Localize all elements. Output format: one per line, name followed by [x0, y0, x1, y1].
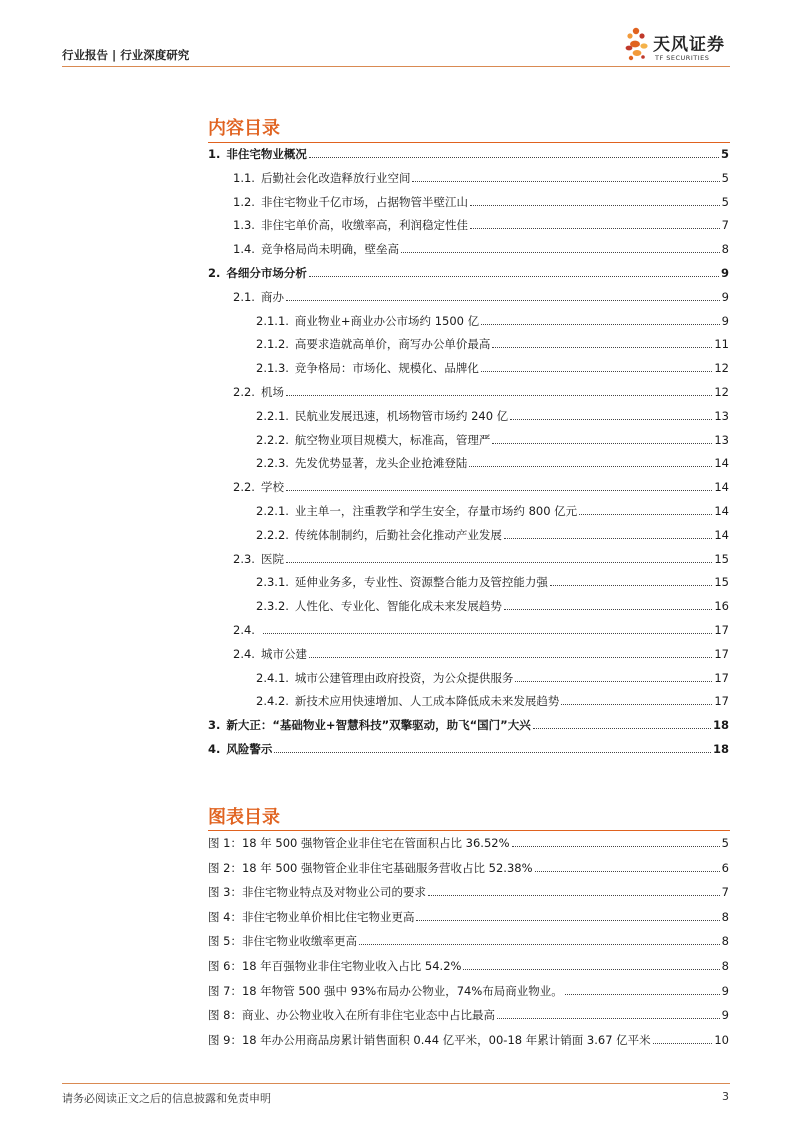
toc-entry-page: 18 [712, 742, 729, 756]
toc-entry-page: 5 [721, 194, 729, 209]
figure-entry[interactable] [208, 933, 729, 949]
figure-entry[interactable] [208, 1007, 729, 1023]
toc-entry[interactable] [233, 551, 729, 567]
toc-dot-leader [309, 157, 719, 158]
toc-entry-number: 1. [208, 147, 221, 161]
toc-dot-leader [309, 657, 712, 658]
toc-entry[interactable] [233, 384, 729, 400]
toc-dot-leader [274, 752, 711, 753]
toc-entry-number: 2.1.1. [256, 313, 289, 328]
toc-entry-number: 1.4. [233, 242, 255, 257]
figure-entry-title: 图 9：18 年办公用商品房累计销售面积 0.44 亿平米，00-18 年累计销面 3.67 亿平米 [208, 1032, 651, 1047]
figure-dot-leader [565, 994, 720, 995]
toc-entry-number: 2.3.1. [256, 575, 289, 590]
toc-entry-title: 传统体制制约，后勤社会化推动产业发展 [294, 527, 502, 542]
toc-entry-number: 2.2.2. [256, 527, 289, 542]
toc-dot-leader [286, 300, 720, 301]
toc-entry-number: 2.1. [233, 289, 255, 304]
toc-dot-leader [481, 324, 720, 325]
toc-dot-leader [492, 443, 712, 444]
toc-dot-leader [401, 252, 720, 253]
toc-entry[interactable] [256, 598, 729, 614]
figure-entry[interactable] [208, 1032, 729, 1048]
toc-entry-title: 各细分市场分析 [226, 266, 307, 280]
figure-entry[interactable] [208, 958, 729, 974]
toc-entry-number: 2.2.3. [256, 456, 289, 471]
toc-dot-leader [469, 466, 712, 467]
toc-entry-title: 航空物业项目规模大，标准高，管理严 [294, 432, 491, 447]
figure-entry-page: 10 [714, 1032, 729, 1047]
company-logo [622, 24, 734, 68]
toc-entry-number: 2.4. [233, 646, 255, 661]
figure-entry[interactable] [208, 884, 729, 900]
figure-entry[interactable] [208, 860, 729, 876]
toc-dot-leader [515, 681, 712, 682]
toc-entry-title: 后勤社会化改造释放行业空间 [260, 170, 411, 185]
logo-chinese-name: 天风证券 [653, 35, 725, 55]
toc-dot-leader [550, 585, 712, 586]
toc-entry[interactable] [233, 170, 729, 186]
toc-entry-number: 2.4.2. [256, 694, 289, 709]
logo-english-name: TF SECURITIES [655, 54, 710, 62]
toc-entry[interactable] [233, 289, 729, 305]
toc-entry-page: 12 [714, 385, 729, 399]
toc-entry[interactable] [233, 646, 729, 662]
toc-dot-leader [504, 538, 712, 539]
toc-entry-title: 医院 [260, 551, 284, 566]
toc-entry-page: 9 [720, 266, 729, 280]
figures-title-rule [208, 830, 730, 831]
toc-entry-title: 竞争格局尚未明确，壁垒高 [260, 242, 399, 257]
toc-entry-number: 4. [208, 742, 221, 756]
figure-entry-title: 图 1：18 年 500 强物管企业非住宅在管面积占比 36.52% [208, 836, 510, 850]
toc-entry-title: 民航业发展迅速，机场物管市场约 240 亿 [294, 408, 509, 423]
toc-entry-title: 商办 [260, 289, 284, 304]
toc-dot-leader [510, 419, 712, 420]
toc-entry-number: 1.3. [233, 218, 255, 233]
toc-entry-title: 先发优势显著，龙头企业抢滩登陆 [294, 456, 468, 471]
toc-entry-title: 城市公建 [260, 646, 307, 661]
toc-entry[interactable] [208, 265, 729, 281]
toc-entry-number: 2.2.1. [256, 504, 289, 518]
toc-entry-page: 13 [714, 408, 729, 423]
toc-entry-number: 2.2. [233, 480, 255, 495]
toc-entry-page: 17 [714, 646, 729, 661]
figure-dot-leader [497, 1018, 720, 1019]
figure-entry-title: 图 8：商业、办公物业收入在所有非住宅业态中占比最高 [208, 1008, 495, 1023]
toc-entry[interactable] [256, 360, 729, 376]
toc-entry[interactable] [256, 336, 729, 352]
toc-entry-page: 14 [714, 527, 729, 542]
toc-entry-title: 人性化、专业化、智能化成未来发展趋势 [294, 599, 502, 614]
figure-entry-title: 图 3：非住宅物业特点及对物业公司的要求 [208, 885, 426, 900]
toc-entry[interactable] [256, 455, 729, 471]
toc-entry-number: 2. [208, 266, 221, 280]
toc-entry[interactable] [256, 313, 729, 329]
toc-dot-leader [504, 609, 712, 610]
figure-entry-page: 9 [721, 983, 729, 998]
figure-dot-leader [359, 944, 720, 945]
figure-entry-title: 图 6：18 年百强物业非住宅物业收入占比 54.2% [208, 959, 462, 973]
toc-entry-title: 非住宅物业概况 [226, 147, 307, 161]
toc-entry-page: 18 [712, 718, 729, 733]
toc-entry[interactable] [208, 717, 729, 733]
toc-entry-page: 14 [714, 480, 729, 495]
figure-entry[interactable] [208, 983, 729, 999]
toc-entry-page: 16 [714, 599, 729, 614]
toc-dot-leader [286, 562, 712, 563]
toc-entry-page: 15 [714, 575, 729, 590]
toc-dot-leader [263, 633, 712, 634]
toc-entry-title: 非住宅单价高，收缴率高，利润稳定性佳 [260, 218, 468, 233]
toc-entry-title: 机场 [260, 385, 284, 399]
toc-entry-title: 竞争格局：市场化、规模化、品牌化 [294, 361, 479, 376]
toc-entry-title: 风险警示 [226, 742, 273, 756]
toc-dot-leader [579, 514, 712, 515]
figure-entry-page: 9 [721, 1008, 729, 1023]
toc-entry-number: 2.2.2. [256, 432, 289, 447]
figure-entry-page: 8 [721, 934, 729, 949]
toc-entry-page: 8 [721, 242, 729, 257]
toc-entry-title: 商业物业+商业办公市场约 1500 亿 [294, 313, 480, 328]
toc-entry[interactable] [233, 241, 729, 257]
figure-dot-leader [535, 871, 720, 872]
figure-entry-title: 图 2：18 年 500 强物管企业非住宅基础服务营收占比 52.38% [208, 860, 533, 875]
figure-entry-title: 图 7：18 年物管 500 强中 93%布局办公物业，74%布局商业物业。 [208, 983, 563, 998]
toc-dot-leader [412, 181, 719, 182]
toc-entry[interactable] [233, 194, 729, 210]
toc-dot-leader [492, 347, 712, 348]
toc-entry-page: 9 [721, 313, 729, 328]
toc-entry-number: 2.4.1. [256, 670, 289, 685]
toc-title: 内容目录 [208, 118, 280, 139]
toc-entry-page: 5 [720, 147, 729, 161]
toc-entry[interactable] [256, 574, 729, 590]
toc-entry[interactable] [208, 741, 729, 757]
toc-entry-title: 业主单一，注重教学和学生安全，存量市场约 800 亿元 [294, 504, 578, 518]
toc-entry-number: 2.3. [233, 551, 255, 566]
toc-dot-leader [470, 228, 720, 229]
figure-entry-page: 7 [721, 885, 729, 900]
toc-entry[interactable] [256, 432, 729, 448]
toc-entry[interactable] [256, 408, 729, 424]
toc-entry[interactable] [256, 693, 729, 709]
figure-dot-leader [416, 920, 719, 921]
toc-entry-page: 5 [721, 170, 729, 185]
figure-entry-page: 6 [721, 860, 729, 875]
figure-entry[interactable] [208, 835, 729, 851]
toc-entry-number: 2.2.1. [256, 408, 289, 423]
toc-entry-title: 高要求造就高单价，商写办公单价最高 [294, 337, 491, 352]
toc-entry-page: 17 [714, 670, 729, 685]
toc-title-rule [208, 142, 730, 143]
toc-entry-title: 城市公建管理由政府投资，为公众提供服务 [294, 670, 514, 685]
toc-entry-page: 9 [721, 289, 729, 304]
toc-entry-title: 延伸业务多，专业性、资源整合能力及管控能力强 [294, 575, 548, 590]
toc-entry[interactable] [256, 503, 729, 519]
toc-entry-number: 1.2. [233, 194, 255, 209]
toc-entry-number: 1.1. [233, 170, 255, 185]
toc-entry-page: 14 [714, 456, 729, 471]
toc-entry-number: 2.4. [233, 623, 255, 637]
toc-entry-title: 非住宅物业千亿市场，占据物管半壁江山 [260, 194, 468, 209]
toc-entry[interactable] [233, 479, 729, 495]
toc-entry-page: 17 [714, 623, 729, 637]
figure-entry-title: 图 4：非住宅物业单价相比住宅物业更高 [208, 909, 415, 924]
figure-dot-leader [463, 969, 719, 970]
flower-logo-icon [622, 24, 652, 68]
toc-entry-page: 13 [714, 432, 729, 447]
footer-disclaimer: 请务必阅读正文之后的信息披露和免责申明 [62, 1092, 271, 1105]
figure-dot-leader [512, 846, 720, 847]
toc-entry-page: 11 [714, 337, 729, 352]
toc-dot-leader [481, 371, 712, 372]
toc-entry-title: 新大正：“基础物业+智慧科技”双擎驱动，助飞“国门”大兴 [226, 718, 531, 733]
toc-entry-title: 新技术应用快速增加、人工成本降低成未来发展趋势 [294, 694, 560, 709]
toc-dot-leader [561, 704, 712, 705]
toc-entry[interactable] [256, 527, 729, 543]
toc-entry-number: 2.1.3. [256, 361, 289, 376]
figure-entry-page: 5 [721, 836, 729, 850]
toc-entry[interactable] [256, 670, 729, 686]
figure-dot-leader [428, 895, 720, 896]
toc-entry[interactable] [233, 622, 729, 638]
toc-entry-number: 3. [208, 718, 221, 733]
figure-dot-leader [653, 1043, 713, 1044]
toc-dot-leader [470, 205, 720, 206]
toc-entry-page: 17 [714, 694, 729, 709]
toc-entry-page: 15 [714, 551, 729, 566]
toc-entry-page: 14 [714, 504, 729, 518]
toc-dot-leader [286, 395, 712, 396]
toc-dot-leader [309, 276, 719, 277]
toc-entry-number: 2.3.2. [256, 599, 289, 614]
toc-entry[interactable] [208, 146, 729, 162]
page-number: 3 [722, 1090, 729, 1103]
toc-entry-number: 2.2. [233, 385, 255, 399]
figure-entry-page: 8 [721, 909, 729, 924]
report-category: 行业报告 | 行业深度研究 [62, 48, 190, 62]
figure-entry-title: 图 5：非住宅物业收缴率更高 [208, 934, 357, 949]
figure-entry[interactable] [208, 909, 729, 925]
toc-dot-leader [286, 490, 712, 491]
figure-entry-page: 8 [721, 959, 729, 973]
toc-entry[interactable] [233, 217, 729, 233]
toc-dot-leader [533, 728, 711, 729]
figures-title: 图表目录 [208, 807, 280, 828]
toc-entry-page: 12 [714, 361, 729, 376]
footer-divider [62, 1083, 730, 1084]
toc-entry-title: 学校 [260, 480, 284, 495]
toc-entry-page: 7 [721, 218, 729, 233]
toc-entry-number: 2.1.2. [256, 337, 289, 352]
